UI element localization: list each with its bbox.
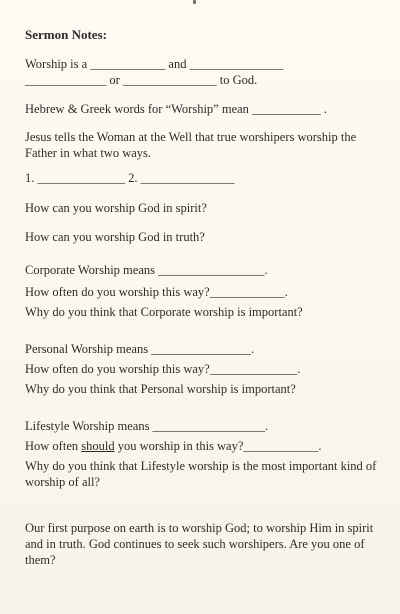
corporate-frequency-question: How often do you worship this way?____________. — [25, 285, 288, 299]
corporate-worship-definition: Corporate Worship means _________________. — [25, 263, 268, 277]
woman-at-well-question: Jesus tells the Woman at the Well that true worshipers worship the Father in what two ways. — [25, 130, 357, 160]
lifestyle-frequency-suffix: you worship in this way?____________. — [114, 439, 322, 453]
ink-speck — [193, 0, 196, 4]
closing-paragraph: Our first purpose on earth is to worship God; to worship Him in spirit and in truth. God continues to seek such worshipers. Are you one of them? — [25, 521, 374, 567]
corporate-importance-question: Why do you think that Corporate worship is important? — [25, 305, 303, 319]
spirit-question: How can you worship God in spirit? — [25, 201, 207, 215]
hebrew-greek-question: Hebrew & Greek words for “Worship” mean ___________ . — [25, 102, 328, 116]
should-emphasis: should — [81, 439, 115, 453]
two-ways-blanks: 1. ______________ 2. _______________ — [25, 171, 235, 185]
lifestyle-frequency-question — [25, 438, 322, 454]
personal-worship-definition: Personal Worship means ________________. — [25, 342, 255, 356]
truth-question: How can you worship God in truth? — [25, 230, 205, 244]
worship-definition-line-2: _____________ or _______________ to God. — [25, 73, 258, 87]
lifestyle-frequency-prefix: How often — [25, 439, 82, 453]
page-title: Sermon Notes: — [25, 27, 107, 42]
lifestyle-worship-definition: Lifestyle Worship means __________________. — [25, 419, 269, 433]
lifestyle-importance-question: Why do you think that Lifestyle worship is the most important kind of worship of all? — [25, 459, 377, 489]
personal-importance-question: Why do you think that Personal worship is important? — [25, 382, 296, 396]
worship-definition-line-1: Worship is a ____________ and _______________ — [25, 57, 284, 71]
personal-frequency-question: How often do you worship this way?______________. — [25, 362, 301, 376]
